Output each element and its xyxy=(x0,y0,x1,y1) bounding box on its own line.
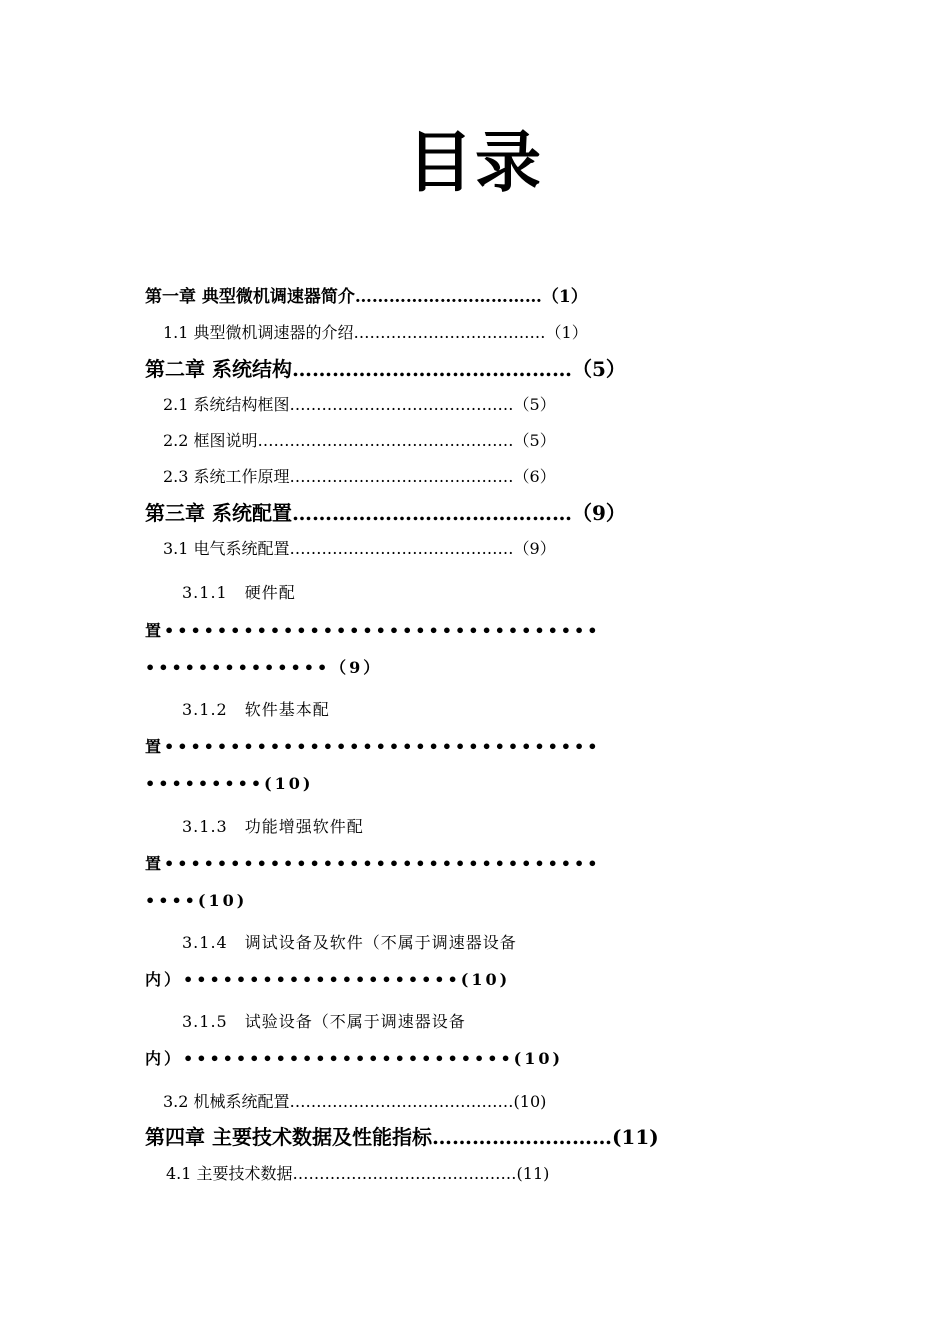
toc-subsection-3-1-1-leader: 置••••••••••••••••••••••••••••••••• xyxy=(145,621,601,640)
toc-subsection-3-1-5[interactable]: 3.1.5 试验设备（不属于调速器设备 xyxy=(182,1012,466,1031)
toc-section-1-1[interactable]: 1.1 典型微机调速器的介绍………………………………（1） xyxy=(163,323,588,342)
toc-subsection-3-1-1-page: ••••••••••••••（9） xyxy=(145,658,383,677)
toc-section-2-1[interactable]: 2.1 系统结构框图……………………………………（5） xyxy=(163,395,556,414)
toc-subsection-3-1-2-leader: 置••••••••••••••••••••••••••••••••• xyxy=(145,737,601,756)
toc-subsection-3-1-3[interactable]: 3.1.3 功能增强软件配 xyxy=(182,817,364,836)
toc-subsection-3-1-1[interactable]: 3.1.1 硬件配 xyxy=(182,583,296,602)
toc-subsection-3-1-4[interactable]: 3.1.4 调试设备及软件（不属于调速器设备 xyxy=(182,933,517,952)
page-title: 目录 xyxy=(407,123,543,201)
toc-chapter-3[interactable]: 第三章 系统配置……………………………………（9） xyxy=(145,501,626,525)
toc-section-4-1[interactable]: 4.1 主要技术数据……………………………………(11) xyxy=(166,1164,550,1183)
toc-subsection-3-1-4-page: 内）•••••••••••••••••••••(10) xyxy=(145,970,511,989)
toc-subsection-3-1-5-page: 内）•••••••••••••••••••••••••(10) xyxy=(145,1049,564,1068)
toc-section-3-1[interactable]: 3.1 电气系统配置……………………………………（9） xyxy=(163,539,556,558)
toc-section-2-2[interactable]: 2.2 框图说明…………………………………………（5） xyxy=(163,431,556,450)
toc-subsection-3-1-3-page: ••••(10) xyxy=(145,891,248,910)
toc-chapter-2[interactable]: 第二章 系统结构……………………………………（5） xyxy=(145,357,626,381)
toc-chapter-4[interactable]: 第四章 主要技术数据及性能指标………………………(11) xyxy=(145,1125,659,1149)
toc-subsection-3-1-2[interactable]: 3.1.2 软件基本配 xyxy=(182,700,330,719)
toc-section-2-3[interactable]: 2.3 系统工作原理……………………………………（6） xyxy=(163,467,556,486)
toc-section-3-2[interactable]: 3.2 机械系统配置……………………………………(10) xyxy=(163,1092,547,1111)
toc-chapter-1[interactable]: 第一章 典型微机调速器简介……………………………（1） xyxy=(145,287,588,307)
toc-subsection-3-1-3-leader: 置••••••••••••••••••••••••••••••••• xyxy=(145,854,601,873)
toc-subsection-3-1-2-page: •••••••••(10) xyxy=(145,774,314,793)
